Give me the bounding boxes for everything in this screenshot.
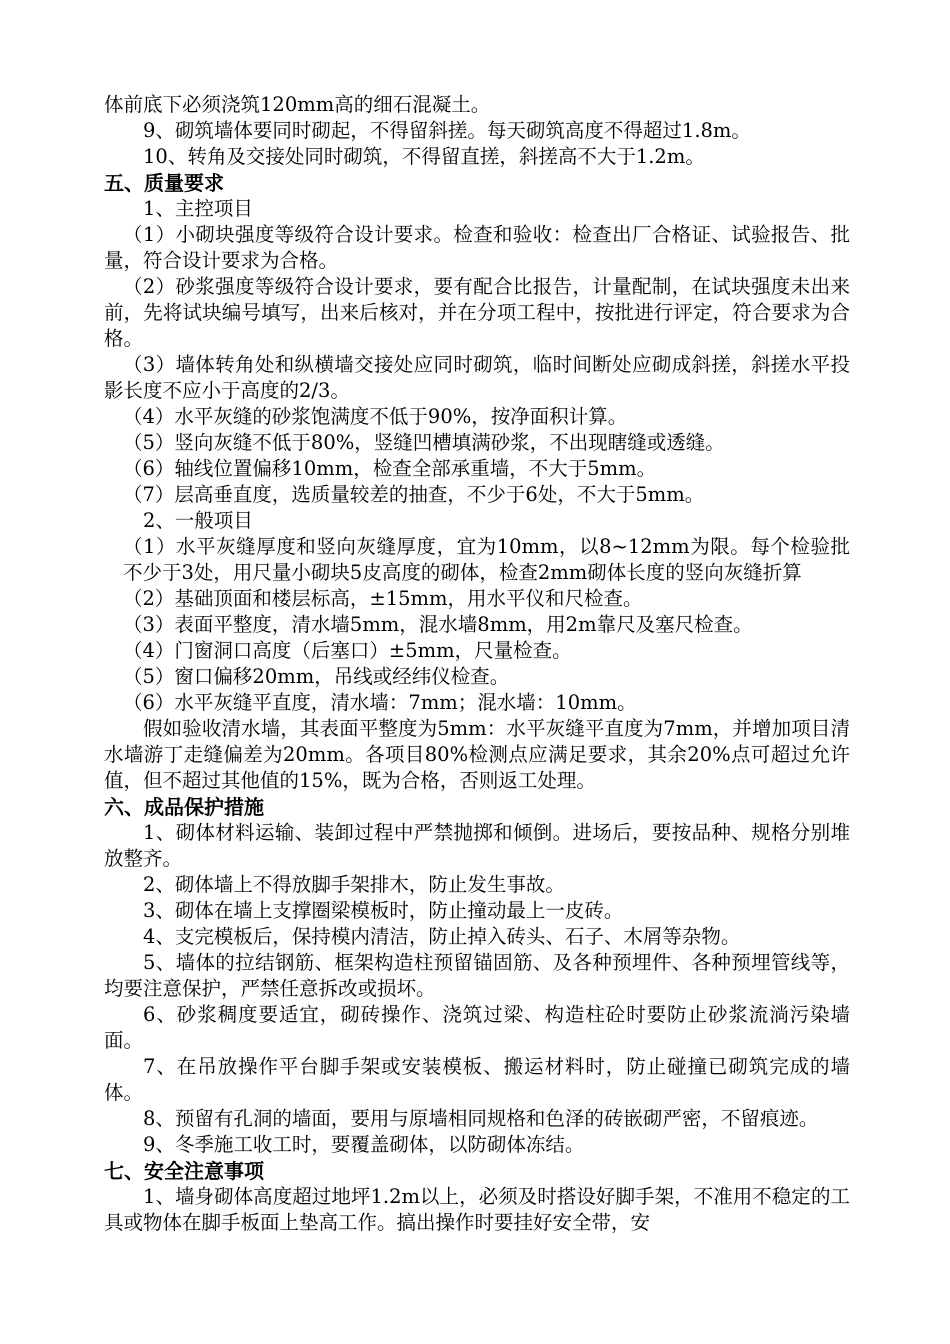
paragraph: （4）水平灰缝的砂浆饱满度不低于90%，按净面积计算。: [123, 405, 628, 428]
paragraph: （2）基础顶面和楼层标高，±15mm，用水平仪和尺检查。: [123, 587, 643, 610]
paragraph: 10、转角及交接处同时砌筑，不得留直搓，斜搓高不大于1.2m。: [143, 145, 705, 168]
paragraph: 6、砂浆稠度要适宜，砌砖操作、浇筑过梁、构造柱砼时要防止砂浆流淌污染墙面。: [104, 1003, 850, 1052]
paragraph: （3）表面平整度，清水墙5mm，混水墙8mm，用2m靠尺及塞尺检查。: [123, 613, 753, 636]
paragraph: （5）窗口偏移20mm，吊线或经纬仪检查。: [123, 665, 510, 688]
paragraph: 9、砌筑墙体要同时砌起，不得留斜搓。每天砌筑高度不得超过1.8m。: [143, 119, 751, 142]
subsection-heading: 2、一般项目: [143, 509, 253, 532]
paragraph: 1、墙身砌体高度超过地坪1.2m以上，必须及时搭设好脚手架，不准用不稳定的工具或物体在脚手板面上垫高工作。搞出操作时要挂好安全带，安: [104, 1185, 850, 1234]
paragraph: 体前底下必须浇筑120mm高的细石混凝土。: [104, 93, 491, 116]
paragraph: 7、在吊放操作平台脚手架或安装模板、搬运材料时，防止碰撞已砌筑完成的墙体。: [104, 1055, 850, 1104]
paragraph: （3）墙体转角处和纵横墙交接处应同时砌筑，临时间断处应砌成斜搓，斜搓水平投影长度不应小于高度的2/3。: [104, 353, 850, 402]
paragraph: （7）层高垂直度，选质量较差的抽查，不少于6处，不大于5mm。: [123, 483, 705, 506]
paragraph: 8、预留有孔洞的墙面，要用与原墙相同规格和色泽的砖嵌砌严密，不留痕迹。: [143, 1107, 819, 1130]
paragraph: 5、墙体的拉结钢筋、框架构造柱预留锚固筋、及各种预埋件、各种预埋管线等，均要注意保护，严禁任意拆改或损坏。: [104, 951, 850, 1000]
paragraph: （4）门窗洞口高度（后塞口）±5mm，尺量检查。: [123, 639, 572, 662]
paragraph: 9、冬季施工收工时，要覆盖砌体，以防砌体冻结。: [143, 1133, 585, 1156]
document-page: [104, 92, 850, 1236]
paragraph: （1）水平灰缝厚度和竖向灰缝厚度，宜为10mm，以8~12mm为限。每个检验批不少于3处，用尺量小砌块5皮高度的砌体，检查2mm砌体长度的竖向灰缝折算: [123, 535, 850, 584]
paragraph: （2）砂浆强度等级符合设计要求，要有配合比报告，计量配制，在试块强度未出来前，先将试块编号填写，出来后核对，并在分项工程中，按批进行评定，符合要求为合格。: [104, 275, 850, 350]
paragraph: 假如验收清水墙，其表面平整度为5mm：水平灰缝平直度为7mm，并增加项目清水墙游丁走缝偏差为20mm。各项目80%检测点应满足要求，其余20%点可超过允许值，但不超过其他值的15%，既为合格，否则返工处理。: [104, 717, 850, 792]
paragraph: 2、砌体墙上不得放脚手架排木，防止发生事故。: [143, 873, 565, 896]
paragraph: 4、支完模板后，保持模内清洁，防止掉入砖头、石子、木屑等杂物。: [143, 925, 741, 948]
paragraph: （6）水平灰缝平直度，清水墙：7mm；混水墙：10mm。: [123, 691, 637, 714]
section-heading: 六、成品保护措施: [104, 795, 264, 819]
section-heading: 七、安全注意事项: [104, 1159, 264, 1183]
paragraph: （6）轴线位置偏移10mm，检查全部承重墙，不大于5mm。: [123, 457, 657, 480]
subsection-heading: 1、主控项目: [143, 197, 253, 220]
paragraph: （5）竖向灰缝不低于80%，竖缝凹槽填满砂浆，不出现瞎缝或透缝。: [123, 431, 725, 454]
paragraph: 1、砌体材料运输、装卸过程中严禁抛掷和倾倒。进场后，要按品种、规格分别堆放整齐。: [104, 821, 850, 870]
section-heading: 五、质量要求: [104, 171, 224, 195]
paragraph: 3、砌体在墙上支撑圈梁模板时，防止撞动最上一皮砖。: [143, 899, 624, 922]
paragraph: （1）小砌块强度等级符合设计要求。检查和验收：检查出厂合格证、试验报告、批量，符合设计要求为合格。: [104, 223, 850, 272]
